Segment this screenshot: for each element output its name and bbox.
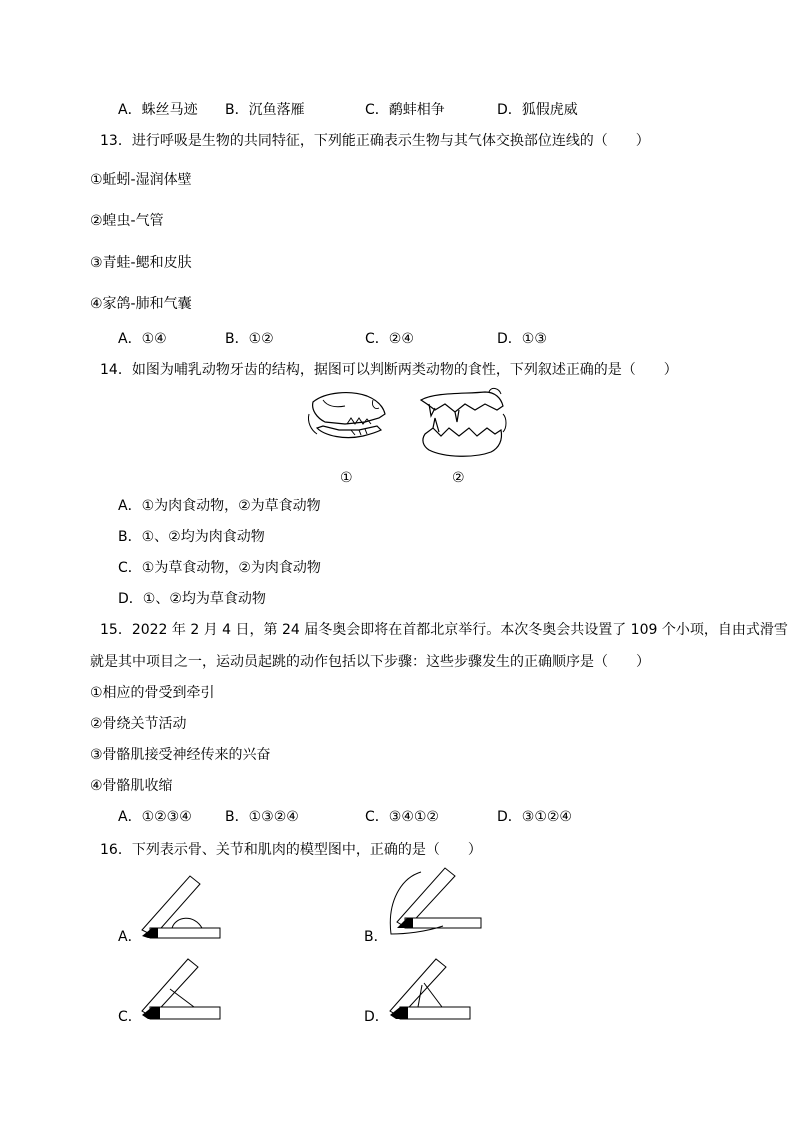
- skull-figure-2: [415, 388, 510, 460]
- model-d-diagram[interactable]: [388, 955, 476, 1023]
- model-c-diagram[interactable]: [140, 955, 225, 1023]
- q13-item-3: ③青蛙-鳃和皮肤: [90, 255, 192, 271]
- q15-stem-line-1: 15．2022 年 2 月 4 日，第 24 届冬奥会即将在首都北京举行。本次冬奥会共设置了 109 个小项，自由式滑雪: [100, 622, 788, 638]
- q14-option-b[interactable]: B．①、②均为肉食动物: [118, 529, 265, 545]
- q12-option-a[interactable]: A．蛛丝马迹: [118, 102, 198, 118]
- q16-option-a[interactable]: A．: [118, 929, 142, 945]
- q16-option-d[interactable]: D．: [364, 1009, 389, 1025]
- q13-option-d[interactable]: D．①③: [497, 331, 547, 347]
- q15-item-2: ②骨绕关节活动: [90, 716, 187, 732]
- q16-stem: 16．下列表示骨、关节和肌肉的模型图中，正确的是（ ）: [100, 842, 482, 858]
- q14-stem: 14．如图为哺乳动物牙齿的结构，据图可以判断两类动物的食性，下列叙述正确的是（ ）: [100, 362, 678, 378]
- figure-label-1: ①: [340, 470, 353, 486]
- figure-label-2: ②: [452, 470, 465, 486]
- q16-option-c[interactable]: C．: [118, 1009, 142, 1025]
- model-b-diagram[interactable]: [385, 862, 485, 942]
- q13-item-1: ①蚯蚓-湿润体壁: [90, 172, 192, 188]
- q14-option-c[interactable]: C．①为草食动物，②为肉食动物: [118, 560, 321, 576]
- q13-option-a[interactable]: A．①④: [118, 331, 167, 347]
- q12-option-d[interactable]: D．狐假虎威: [497, 102, 578, 118]
- q15-option-c[interactable]: C．③④①②: [365, 809, 439, 825]
- q15-item-3: ③骨骼肌接受神经传来的兴奋: [90, 747, 271, 763]
- skull-figure-1: [305, 388, 395, 452]
- q15-stem-line-2: 就是其中项目之一，运动员起跳的动作包括以下步骤：这些步骤发生的正确顺序是（ ）: [90, 654, 650, 670]
- q15-option-b[interactable]: B．①③②④: [225, 809, 299, 825]
- q12-option-b[interactable]: B．沉鱼落雁: [225, 102, 305, 118]
- q15-option-a[interactable]: A．①②③④: [118, 809, 192, 825]
- q15-item-4: ④骨骼肌收缩: [90, 778, 173, 794]
- q13-option-c[interactable]: C．②④: [365, 331, 414, 347]
- q13-item-4: ④家鸽-肺和气囊: [90, 296, 192, 312]
- q15-item-1: ①相应的骨受到牵引: [90, 685, 215, 701]
- q12-option-c[interactable]: C．鹬蚌相争: [365, 102, 445, 118]
- q13-option-b[interactable]: B．①②: [225, 331, 274, 347]
- model-a-diagram[interactable]: [140, 870, 225, 942]
- q16-option-b[interactable]: B．: [364, 929, 388, 945]
- q14-option-a[interactable]: A．①为肉食动物，②为草食动物: [118, 498, 321, 514]
- q14-option-d[interactable]: D．①、②均为草食动物: [118, 591, 266, 607]
- q13-item-2: ②蝗虫-气管: [90, 213, 164, 229]
- q13-stem: 13．进行呼吸是生物的共同特征，下列能正确表示生物与其气体交换部位连线的（ ）: [100, 133, 650, 149]
- q15-option-d[interactable]: D．③①②④: [497, 809, 572, 825]
